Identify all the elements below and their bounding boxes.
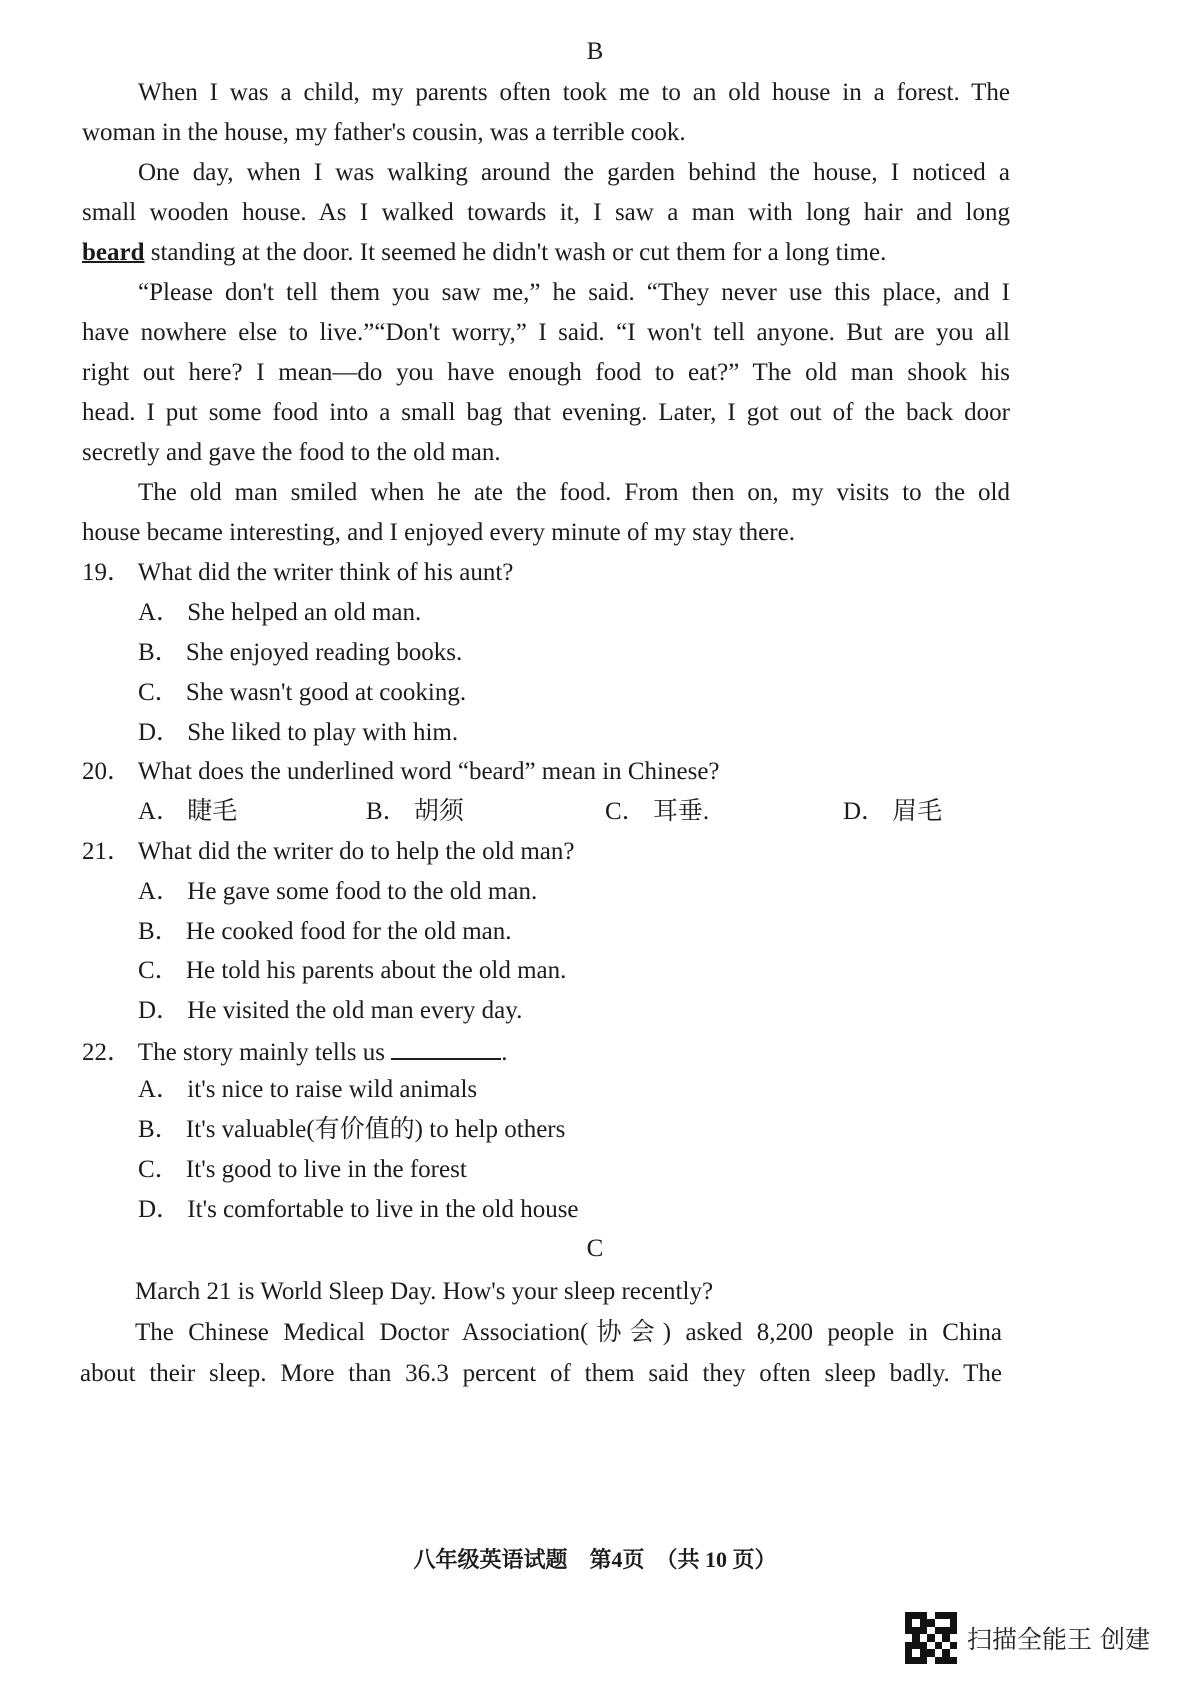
passage-b-line-11: The old man smiled when he ate the food. From then on, my visits to the old [138, 479, 1010, 506]
page-footer: 八年级英语试题 第4页 （共 10 页） [413, 1547, 777, 1572]
question-22-stem: 22． The story mainly tells us [82, 1039, 385, 1066]
question-19-option-b: B． She enjoyed reading books. [138, 639, 463, 666]
passage-b-line-8: right out here? I mean—do you have enough food to eat?” The old man shook his [82, 359, 1010, 386]
question-21-option-a: A． He gave some food to the old man. [138, 878, 538, 905]
passage-b-line-1: When I was a child, my parents often took me to an old house in a forest. The [138, 79, 1010, 106]
passage-c-line-3: about their sleep. More than 36.3 percent of them said they often sleep badly. The [80, 1360, 1002, 1387]
question-20-stem: 20． What does the underlined word “beard” mean in Chinese? [82, 758, 720, 785]
passage-b-line-4: small wooden house. As I walked towards it, I saw a man with long hair and long [82, 199, 1010, 226]
underlined-word: beard [82, 239, 145, 266]
question-21-option-d: D． He visited the old man every day. [138, 997, 523, 1024]
question-19-option-d: D． She liked to play with him. [138, 719, 459, 746]
question-21-option-b: B． He cooked food for the old man. [138, 918, 512, 945]
question-20-option-d: D． 眉毛 [843, 798, 943, 825]
qr-code-icon [905, 1612, 957, 1664]
question-22-option-a: A． it's nice to raise wild animals [138, 1076, 478, 1103]
scanner-watermark [905, 1612, 1150, 1664]
question-21-stem: 21． What did the writer do to help the old man? [82, 838, 575, 865]
passage-b-line-6: “Please don't tell them you saw me,” he said. “They never use this place, and I [138, 279, 1010, 306]
question-21-option-c: C． He told his parents about the old man. [138, 957, 567, 984]
question-22-option-c: C． It's good to live in the forest [138, 1156, 467, 1183]
passage-b-line-12: house became interesting, and I enjoyed every minute of my stay there. [82, 519, 795, 546]
question-20-option-c: C． 耳垂. [605, 798, 710, 825]
passage-b-line-7: have nowhere else to live.”“Don't worry,” I said. “I won't tell anyone. But are you all [82, 319, 1010, 346]
answer-blank [391, 1036, 501, 1060]
passage-b-line-5 [82, 238, 886, 268]
question-20-option-b: B． 胡须 [366, 798, 464, 825]
passage-b-line-2: woman in the house, my father's cousin, was a terrible cook. [82, 119, 686, 146]
passage-b-line-3: One day, when I was walking around the garden behind the house, I noticed a [138, 159, 1010, 186]
passage-b-line-5-text: standing at the door. It seemed he didn't wash or cut them for a long time. [150, 239, 887, 266]
question-19-stem: 19． What did the writer think of his aunt? [82, 559, 514, 586]
question-19-option-c: C． She wasn't good at cooking. [138, 679, 467, 706]
section-b-heading: B [586, 38, 604, 65]
question-20-option-a: A． 睫毛 [138, 798, 238, 825]
section-c-heading: C [586, 1235, 604, 1262]
question-22-option-b: B． It's valuable(有价值的) to help others [138, 1116, 566, 1143]
passage-b-line-10: secretly and gave the food to the old man. [82, 439, 501, 466]
question-22-option-d: D． It's comfortable to live in the old house [138, 1196, 579, 1223]
scanner-watermark-text: 扫描全能王 创建 [967, 1625, 1150, 1654]
passage-c-line-1: March 21 is World Sleep Day. How's your sleep recently? [135, 1278, 714, 1305]
passage-b-line-9: head. I put some food into a small bag that evening. Later, I got out of the back door [82, 399, 1010, 426]
passage-c-line-2: The Chinese Medical Doctor Association(协会) asked 8,200 people in China [135, 1319, 1002, 1346]
question-22-stem-line [82, 1036, 508, 1068]
question-19-option-a: A． She helped an old man. [138, 599, 422, 626]
question-22-period: . [501, 1039, 508, 1066]
